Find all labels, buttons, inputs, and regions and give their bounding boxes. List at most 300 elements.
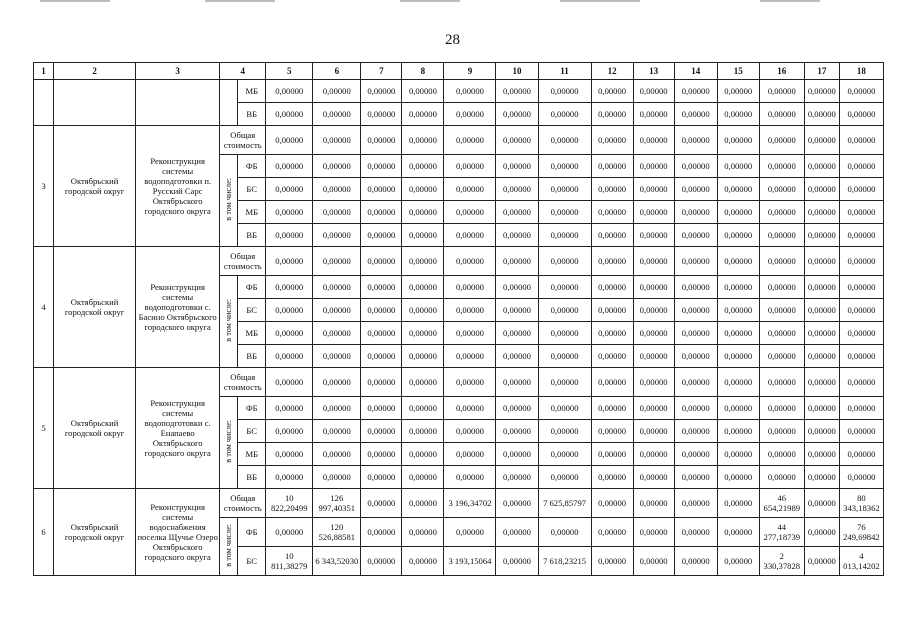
value-cell: 0,00000	[804, 247, 839, 276]
header-cell: 7	[361, 63, 402, 80]
value-cell: 0,00000	[538, 155, 591, 178]
value-cell: 0,00000	[496, 443, 538, 466]
value-cell: 0,00000	[266, 518, 313, 547]
value-cell: 0,00000	[266, 80, 313, 103]
value-cell: 0,00000	[717, 201, 759, 224]
value-cell: 0,00000	[538, 368, 591, 397]
value-cell: 0,00000	[759, 276, 804, 299]
value-cell: 0,00000	[674, 247, 717, 276]
value-cell: 0,00000	[496, 247, 538, 276]
value-cell: 10 811,38279	[266, 547, 313, 576]
value-cell: 0,00000	[266, 224, 313, 247]
value-cell: 0,00000	[402, 299, 444, 322]
value-cell: 0,00000	[444, 397, 496, 420]
value-cell: 0,00000	[674, 178, 717, 201]
funding-type-cell: МБ	[238, 443, 266, 466]
value-cell: 0,00000	[496, 299, 538, 322]
header-cell: 5	[266, 63, 313, 80]
value-cell: 0,00000	[313, 103, 361, 126]
value-cell: 0,00000	[633, 103, 674, 126]
value-cell: 0,00000	[674, 345, 717, 368]
value-cell: 0,00000	[266, 443, 313, 466]
district-cell: Октябрьский городской округ	[54, 489, 136, 576]
value-cell: 0,00000	[361, 201, 402, 224]
value-cell: 0,00000	[313, 443, 361, 466]
value-cell: 0,00000	[444, 247, 496, 276]
value-cell: 0,00000	[496, 345, 538, 368]
value-cell: 126 997,40351	[313, 489, 361, 518]
value-cell: 0,00000	[591, 247, 633, 276]
value-cell: 0,00000	[717, 518, 759, 547]
value-cell: 80 343,18362	[839, 489, 883, 518]
row-number-cell: 4	[34, 247, 54, 368]
value-cell: 0,00000	[313, 224, 361, 247]
value-cell: 0,00000	[313, 201, 361, 224]
value-cell: 0,00000	[266, 247, 313, 276]
value-cell: 0,00000	[361, 80, 402, 103]
funding-type-cell: БС	[238, 299, 266, 322]
row-number-cell: 3	[34, 126, 54, 247]
value-cell: 0,00000	[402, 397, 444, 420]
funding-type-cell: ФБ	[238, 276, 266, 299]
value-cell: 0,00000	[538, 224, 591, 247]
value-cell: 0,00000	[591, 466, 633, 489]
value-cell: 0,00000	[839, 466, 883, 489]
value-cell: 0,00000	[674, 103, 717, 126]
value-cell: 0,00000	[402, 224, 444, 247]
value-cell: 0,00000	[496, 178, 538, 201]
value-cell: 0,00000	[839, 201, 883, 224]
value-cell: 0,00000	[674, 299, 717, 322]
value-cell: 0,00000	[759, 247, 804, 276]
row-number-cell: 5	[34, 368, 54, 489]
value-cell: 0,00000	[402, 345, 444, 368]
funding-type-cell: ВБ	[238, 103, 266, 126]
in-total-cell	[220, 276, 238, 368]
project-name-cell: Реконструкция системы водоснабжения поселка Щучье Озеро Октябрьского городского округа	[136, 489, 220, 576]
value-cell: 0,00000	[496, 201, 538, 224]
header-cell: 11	[538, 63, 591, 80]
value-cell: 0,00000	[538, 201, 591, 224]
header-cell: 13	[633, 63, 674, 80]
value-cell: 0,00000	[717, 103, 759, 126]
header-cell: 4	[220, 63, 266, 80]
value-cell: 0,00000	[496, 103, 538, 126]
value-cell: 0,00000	[633, 518, 674, 547]
value-cell: 0,00000	[674, 322, 717, 345]
value-cell: 0,00000	[496, 368, 538, 397]
value-cell: 0,00000	[538, 80, 591, 103]
value-cell: 0,00000	[361, 547, 402, 576]
value-cell: 0,00000	[538, 443, 591, 466]
funding-type-cell: МБ	[238, 322, 266, 345]
value-cell: 0,00000	[591, 489, 633, 518]
total-cost-label: Общая стоимость	[220, 247, 266, 276]
value-cell: 0,00000	[839, 397, 883, 420]
value-cell: 0,00000	[591, 178, 633, 201]
table-row	[34, 126, 884, 155]
value-cell: 0,00000	[633, 489, 674, 518]
value-cell: 0,00000	[839, 276, 883, 299]
value-cell: 0,00000	[591, 345, 633, 368]
value-cell: 0,00000	[674, 397, 717, 420]
project-name-cell: Реконструкция системы водоподготовки п. Русский Сарс Октябрьского городского округа	[136, 126, 220, 247]
value-cell: 0,00000	[674, 155, 717, 178]
table-row	[34, 368, 884, 397]
value-cell: 0,00000	[538, 397, 591, 420]
district-cell: Октябрьский городской округ	[54, 368, 136, 489]
value-cell: 0,00000	[717, 322, 759, 345]
table-row	[34, 80, 884, 103]
value-cell: 0,00000	[538, 247, 591, 276]
total-cost-label: Общая стоимость	[220, 368, 266, 397]
value-cell: 0,00000	[633, 443, 674, 466]
table-row	[34, 489, 884, 518]
value-cell: 0,00000	[313, 247, 361, 276]
value-cell: 76 249,69842	[839, 518, 883, 547]
value-cell: 0,00000	[633, 397, 674, 420]
value-cell: 0,00000	[804, 466, 839, 489]
value-cell: 0,00000	[402, 126, 444, 155]
value-cell: 0,00000	[444, 299, 496, 322]
value-cell: 0,00000	[266, 420, 313, 443]
value-cell: 0,00000	[591, 299, 633, 322]
value-cell: 0,00000	[633, 276, 674, 299]
scan-top-line	[760, 0, 820, 2]
value-cell: 0,00000	[402, 443, 444, 466]
value-cell: 0,00000	[496, 322, 538, 345]
value-cell: 0,00000	[759, 155, 804, 178]
value-cell: 0,00000	[591, 443, 633, 466]
value-cell: 0,00000	[313, 126, 361, 155]
value-cell: 0,00000	[313, 155, 361, 178]
value-cell: 0,00000	[538, 276, 591, 299]
value-cell: 0,00000	[444, 201, 496, 224]
value-cell: 0,00000	[313, 466, 361, 489]
value-cell: 0,00000	[591, 397, 633, 420]
value-cell: 0,00000	[496, 547, 538, 576]
value-cell: 0,00000	[804, 80, 839, 103]
total-cost-label: Общая стоимость	[220, 489, 266, 518]
value-cell: 0,00000	[496, 420, 538, 443]
header-row	[34, 63, 884, 80]
value-cell: 0,00000	[804, 178, 839, 201]
scan-top-line	[560, 0, 640, 2]
value-cell: 0,00000	[839, 247, 883, 276]
value-cell: 0,00000	[402, 201, 444, 224]
value-cell: 0,00000	[759, 103, 804, 126]
value-cell: 0,00000	[804, 420, 839, 443]
value-cell: 0,00000	[402, 247, 444, 276]
value-cell: 0,00000	[496, 80, 538, 103]
project-name-cell: Реконструкция системы водоподготовки с. Басино Октябрьского городского округа	[136, 247, 220, 368]
value-cell: 0,00000	[804, 345, 839, 368]
value-cell: 0,00000	[839, 299, 883, 322]
header-cell: 6	[313, 63, 361, 80]
value-cell: 0,00000	[591, 276, 633, 299]
value-cell: 0,00000	[633, 201, 674, 224]
value-cell: 0,00000	[444, 178, 496, 201]
value-cell: 0,00000	[839, 420, 883, 443]
value-cell: 0,00000	[361, 299, 402, 322]
value-cell: 0,00000	[717, 466, 759, 489]
value-cell: 0,00000	[759, 224, 804, 247]
value-cell: 0,00000	[591, 103, 633, 126]
value-cell: 0,00000	[759, 466, 804, 489]
value-cell: 0,00000	[804, 103, 839, 126]
value-cell: 0,00000	[633, 322, 674, 345]
page-number: 28	[445, 32, 460, 48]
value-cell: 0,00000	[759, 345, 804, 368]
value-cell: 0,00000	[759, 178, 804, 201]
value-cell: 0,00000	[674, 368, 717, 397]
value-cell: 0,00000	[633, 126, 674, 155]
funding-type-cell: МБ	[238, 80, 266, 103]
value-cell: 0,00000	[444, 80, 496, 103]
in-total-label: в том числе:	[224, 524, 234, 567]
value-cell: 0,00000	[591, 201, 633, 224]
value-cell: 0,00000	[496, 155, 538, 178]
value-cell: 0,00000	[266, 201, 313, 224]
funding-type-cell: ФБ	[238, 155, 266, 178]
value-cell: 0,00000	[717, 155, 759, 178]
value-cell: 0,00000	[717, 345, 759, 368]
value-cell: 0,00000	[361, 489, 402, 518]
project-name-cell: Реконструкция системы водоподготовки с. Енапаево Октябрьского городского округа	[136, 368, 220, 489]
value-cell: 0,00000	[496, 126, 538, 155]
value-cell: 0,00000	[633, 247, 674, 276]
value-cell: 0,00000	[591, 420, 633, 443]
value-cell: 0,00000	[313, 299, 361, 322]
header-cell: 8	[402, 63, 444, 80]
value-cell: 0,00000	[266, 466, 313, 489]
value-cell: 0,00000	[759, 80, 804, 103]
funding-type-cell: ФБ	[238, 397, 266, 420]
value-cell: 0,00000	[361, 518, 402, 547]
scan-top-line	[205, 0, 275, 2]
value-cell: 0,00000	[674, 276, 717, 299]
in-total-label: в том числе:	[224, 420, 234, 463]
value-cell: 0,00000	[633, 155, 674, 178]
value-cell: 0,00000	[496, 224, 538, 247]
funding-type-cell: ВБ	[238, 224, 266, 247]
value-cell: 2 330,37828	[759, 547, 804, 576]
value-cell: 0,00000	[402, 547, 444, 576]
value-cell: 0,00000	[839, 443, 883, 466]
value-cell: 3 196,34702	[444, 489, 496, 518]
header-cell: 9	[444, 63, 496, 80]
value-cell: 0,00000	[538, 103, 591, 126]
value-cell: 0,00000	[804, 126, 839, 155]
value-cell: 0,00000	[674, 518, 717, 547]
value-cell: 0,00000	[444, 103, 496, 126]
value-cell: 0,00000	[444, 276, 496, 299]
value-cell: 0,00000	[591, 80, 633, 103]
header-cell: 14	[674, 63, 717, 80]
value-cell: 0,00000	[313, 178, 361, 201]
header-cell: 2	[54, 63, 136, 80]
row-number-cell	[34, 80, 54, 126]
value-cell: 0,00000	[361, 247, 402, 276]
value-cell: 0,00000	[674, 547, 717, 576]
value-cell: 0,00000	[759, 368, 804, 397]
value-cell: 0,00000	[759, 126, 804, 155]
table-row	[34, 247, 884, 276]
value-cell: 0,00000	[633, 299, 674, 322]
header-cell: 15	[717, 63, 759, 80]
value-cell: 0,00000	[804, 299, 839, 322]
header-cell: 3	[136, 63, 220, 80]
value-cell: 0,00000	[591, 322, 633, 345]
value-cell: 0,00000	[633, 547, 674, 576]
value-cell: 0,00000	[633, 466, 674, 489]
value-cell: 7 618,23215	[538, 547, 591, 576]
value-cell: 0,00000	[804, 322, 839, 345]
value-cell: 0,00000	[313, 420, 361, 443]
value-cell: 0,00000	[402, 155, 444, 178]
value-cell: 0,00000	[633, 178, 674, 201]
value-cell: 0,00000	[266, 155, 313, 178]
value-cell: 0,00000	[633, 224, 674, 247]
value-cell: 0,00000	[496, 466, 538, 489]
value-cell: 0,00000	[444, 443, 496, 466]
value-cell: 0,00000	[759, 201, 804, 224]
value-cell: 0,00000	[839, 345, 883, 368]
value-cell: 0,00000	[674, 201, 717, 224]
value-cell: 0,00000	[538, 299, 591, 322]
value-cell: 0,00000	[538, 322, 591, 345]
value-cell: 0,00000	[804, 276, 839, 299]
value-cell: 0,00000	[674, 489, 717, 518]
value-cell: 0,00000	[444, 155, 496, 178]
scan-top-line	[40, 0, 110, 2]
value-cell: 0,00000	[759, 420, 804, 443]
value-cell: 0,00000	[402, 276, 444, 299]
value-cell: 0,00000	[361, 178, 402, 201]
value-cell: 0,00000	[266, 345, 313, 368]
value-cell: 0,00000	[402, 420, 444, 443]
value-cell: 0,00000	[444, 345, 496, 368]
header-cell: 12	[591, 63, 633, 80]
total-cost-label: Общая стоимость	[220, 126, 266, 155]
value-cell: 0,00000	[591, 155, 633, 178]
value-cell: 0,00000	[313, 80, 361, 103]
value-cell: 0,00000	[591, 126, 633, 155]
value-cell: 0,00000	[361, 155, 402, 178]
value-cell: 0,00000	[266, 178, 313, 201]
value-cell: 0,00000	[674, 466, 717, 489]
funding-table	[33, 62, 884, 576]
value-cell: 0,00000	[839, 322, 883, 345]
value-cell: 0,00000	[496, 489, 538, 518]
value-cell: 0,00000	[361, 443, 402, 466]
in-total-label: в том числе:	[224, 299, 234, 342]
value-cell: 0,00000	[591, 518, 633, 547]
value-cell: 0,00000	[633, 80, 674, 103]
value-cell: 0,00000	[538, 518, 591, 547]
value-cell: 0,00000	[804, 518, 839, 547]
value-cell: 0,00000	[361, 368, 402, 397]
value-cell: 0,00000	[444, 368, 496, 397]
value-cell: 0,00000	[402, 368, 444, 397]
value-cell: 0,00000	[804, 155, 839, 178]
value-cell: 0,00000	[839, 368, 883, 397]
value-cell: 0,00000	[717, 178, 759, 201]
value-cell: 46 654,21989	[759, 489, 804, 518]
value-cell: 0,00000	[361, 466, 402, 489]
header-cell: 16	[759, 63, 804, 80]
value-cell: 0,00000	[759, 397, 804, 420]
value-cell: 0,00000	[839, 178, 883, 201]
funding-type-cell: ВБ	[238, 345, 266, 368]
value-cell: 0,00000	[804, 443, 839, 466]
value-cell: 7 625,85797	[538, 489, 591, 518]
value-cell: 0,00000	[402, 80, 444, 103]
value-cell: 0,00000	[444, 322, 496, 345]
value-cell: 0,00000	[496, 276, 538, 299]
value-cell: 3 193,15064	[444, 547, 496, 576]
value-cell: 0,00000	[444, 420, 496, 443]
district-cell: Октябрьский городской округ	[54, 247, 136, 368]
value-cell: 0,00000	[633, 345, 674, 368]
value-cell: 0,00000	[759, 322, 804, 345]
value-cell: 6 343,52030	[313, 547, 361, 576]
value-cell: 0,00000	[674, 420, 717, 443]
value-cell: 0,00000	[538, 466, 591, 489]
header-cell: 17	[804, 63, 839, 80]
value-cell: 4 013,14202	[839, 547, 883, 576]
project-name-cell	[136, 80, 220, 126]
funding-type-cell: БС	[238, 178, 266, 201]
district-cell: Октябрьский городской округ	[54, 126, 136, 247]
value-cell: 0,00000	[591, 224, 633, 247]
value-cell: 0,00000	[717, 224, 759, 247]
value-cell: 0,00000	[839, 80, 883, 103]
in-total-label: в том числе:	[224, 178, 234, 221]
funding-type-cell: ФБ	[238, 518, 266, 547]
value-cell: 0,00000	[717, 489, 759, 518]
value-cell: 0,00000	[804, 489, 839, 518]
value-cell: 0,00000	[402, 466, 444, 489]
header-cell: 10	[496, 63, 538, 80]
value-cell: 0,00000	[591, 547, 633, 576]
value-cell: 0,00000	[674, 80, 717, 103]
value-cell: 0,00000	[444, 518, 496, 547]
value-cell: 0,00000	[266, 276, 313, 299]
value-cell: 0,00000	[361, 345, 402, 368]
value-cell: 0,00000	[717, 126, 759, 155]
value-cell: 0,00000	[674, 126, 717, 155]
value-cell: 0,00000	[266, 126, 313, 155]
value-cell: 0,00000	[402, 489, 444, 518]
value-cell: 0,00000	[361, 224, 402, 247]
value-cell: 0,00000	[361, 397, 402, 420]
value-cell: 0,00000	[591, 368, 633, 397]
value-cell: 0,00000	[717, 247, 759, 276]
value-cell: 0,00000	[538, 126, 591, 155]
in-total-cell	[220, 397, 238, 489]
value-cell: 0,00000	[759, 299, 804, 322]
value-cell: 0,00000	[402, 322, 444, 345]
value-cell: 0,00000	[839, 155, 883, 178]
value-cell: 0,00000	[361, 276, 402, 299]
value-cell: 0,00000	[361, 126, 402, 155]
value-cell: 0,00000	[266, 397, 313, 420]
value-cell: 0,00000	[402, 103, 444, 126]
header-cell: 18	[839, 63, 883, 80]
value-cell: 0,00000	[538, 420, 591, 443]
value-cell: 0,00000	[804, 397, 839, 420]
